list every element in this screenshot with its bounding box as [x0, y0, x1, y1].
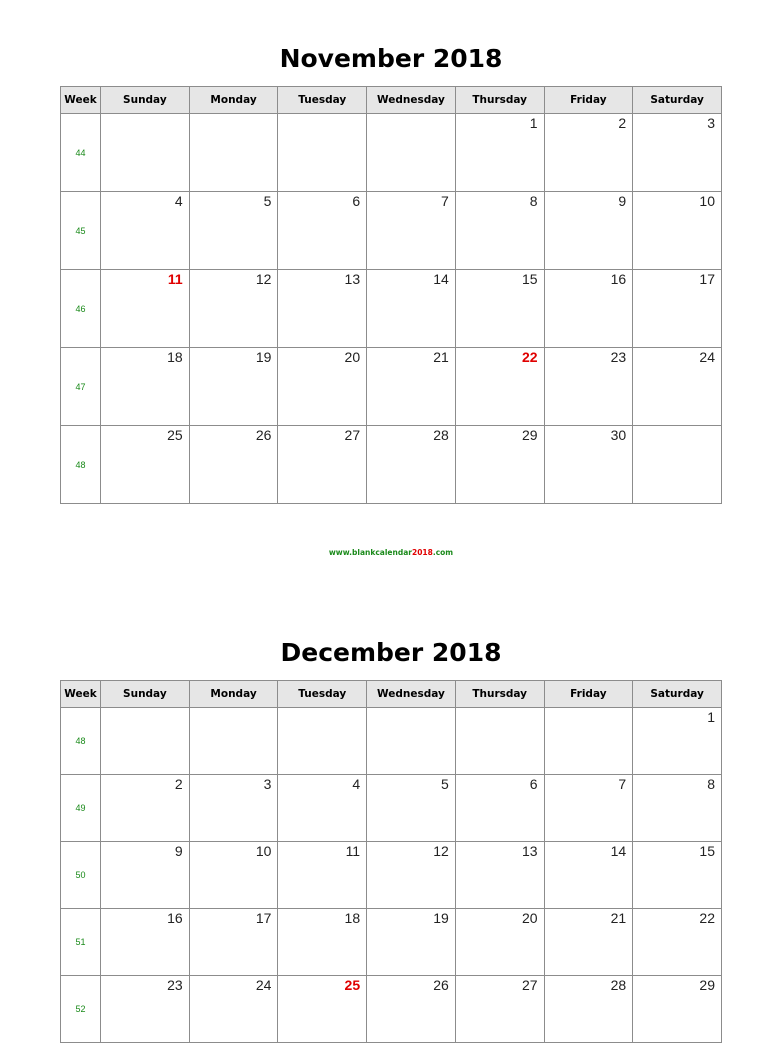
day-cell: 6 [455, 775, 544, 842]
day-cell: 3 [189, 775, 278, 842]
column-header-monday: Monday [189, 87, 278, 114]
week-row [61, 909, 722, 976]
day-cell: 12 [367, 842, 456, 909]
empty-day-cell [278, 114, 367, 192]
day-cell: 28 [367, 426, 456, 504]
column-header-saturday: Saturday [633, 87, 722, 114]
website-suffix: .com [432, 548, 454, 557]
day-cell: 8 [633, 775, 722, 842]
day-cell: 22 [633, 909, 722, 976]
column-header-week: Week [61, 681, 101, 708]
day-cell: 10 [189, 842, 278, 909]
day-cell: 15 [633, 842, 722, 909]
day-cell: 1 [633, 708, 722, 775]
column-header-week: Week [61, 87, 101, 114]
day-cell: 8 [455, 192, 544, 270]
day-cell: 16 [101, 909, 190, 976]
day-cell: 25 [278, 976, 367, 1043]
day-cell: 23 [544, 348, 633, 426]
calendar-header-row [61, 681, 722, 708]
day-cell: 25 [101, 426, 190, 504]
day-cell: 18 [101, 348, 190, 426]
day-cell: 19 [367, 909, 456, 976]
calendar-header-row [61, 87, 722, 114]
week-row [61, 976, 722, 1043]
day-cell: 14 [367, 270, 456, 348]
column-header-wednesday: Wednesday [367, 87, 456, 114]
month-title-november: November 2018 [279, 44, 503, 73]
empty-day-cell [101, 708, 190, 775]
day-cell: 20 [455, 909, 544, 976]
week-number: 44 [61, 114, 101, 192]
day-cell: 26 [367, 976, 456, 1043]
day-cell: 2 [544, 114, 633, 192]
day-cell: 21 [544, 909, 633, 976]
day-cell: 7 [544, 775, 633, 842]
day-cell: 11 [101, 270, 190, 348]
empty-day-cell [101, 114, 190, 192]
week-row [61, 708, 722, 775]
calendar-table-december [60, 680, 722, 1043]
day-cell: 12 [189, 270, 278, 348]
day-cell: 23 [101, 976, 190, 1043]
day-cell: 30 [544, 426, 633, 504]
empty-day-cell [189, 114, 278, 192]
week-row [61, 270, 722, 348]
day-cell: 6 [278, 192, 367, 270]
column-header-wednesday: Wednesday [367, 681, 456, 708]
day-cell: 4 [278, 775, 367, 842]
empty-day-cell [367, 708, 456, 775]
column-header-sunday: Sunday [101, 681, 190, 708]
day-cell: 13 [455, 842, 544, 909]
empty-day-cell [278, 708, 367, 775]
day-cell: 13 [278, 270, 367, 348]
day-cell: 18 [278, 909, 367, 976]
empty-day-cell [455, 708, 544, 775]
column-header-monday: Monday [189, 681, 278, 708]
day-cell: 19 [189, 348, 278, 426]
column-header-friday: Friday [544, 681, 633, 708]
week-row [61, 842, 722, 909]
day-cell: 3 [633, 114, 722, 192]
day-cell: 22 [455, 348, 544, 426]
week-number: 51 [61, 909, 101, 976]
column-header-thursday: Thursday [455, 87, 544, 114]
week-number: 47 [61, 348, 101, 426]
day-cell: 17 [633, 270, 722, 348]
day-cell: 29 [633, 976, 722, 1043]
week-row [61, 775, 722, 842]
column-header-friday: Friday [544, 87, 633, 114]
website-year: 2018 [411, 548, 433, 557]
day-cell: 9 [544, 192, 633, 270]
day-cell: 17 [189, 909, 278, 976]
day-cell: 7 [367, 192, 456, 270]
empty-day-cell [367, 114, 456, 192]
day-cell: 26 [189, 426, 278, 504]
day-cell: 2 [101, 775, 190, 842]
week-row [61, 426, 722, 504]
column-header-sunday: Sunday [101, 87, 190, 114]
week-number: 48 [61, 708, 101, 775]
week-number: 49 [61, 775, 101, 842]
week-number: 52 [61, 976, 101, 1043]
day-cell: 29 [455, 426, 544, 504]
day-cell: 27 [455, 976, 544, 1043]
website-footer [0, 548, 768, 557]
calendar-table-november [60, 86, 722, 504]
column-header-thursday: Thursday [455, 681, 544, 708]
day-cell: 16 [544, 270, 633, 348]
day-cell: 21 [367, 348, 456, 426]
empty-day-cell [633, 426, 722, 504]
day-cell: 24 [633, 348, 722, 426]
day-cell: 4 [101, 192, 190, 270]
day-cell: 20 [278, 348, 367, 426]
day-cell: 1 [455, 114, 544, 192]
day-cell: 27 [278, 426, 367, 504]
column-header-saturday: Saturday [633, 681, 722, 708]
column-header-tuesday: Tuesday [278, 681, 367, 708]
week-number: 50 [61, 842, 101, 909]
week-number: 48 [61, 426, 101, 504]
month-title-december: December 2018 [280, 638, 502, 667]
day-cell: 14 [544, 842, 633, 909]
day-cell: 28 [544, 976, 633, 1043]
week-row [61, 348, 722, 426]
week-number: 45 [61, 192, 101, 270]
empty-day-cell [189, 708, 278, 775]
column-header-tuesday: Tuesday [278, 87, 367, 114]
day-cell: 10 [633, 192, 722, 270]
day-cell: 15 [455, 270, 544, 348]
week-row [61, 114, 722, 192]
week-number: 46 [61, 270, 101, 348]
website-prefix: www.blankcalendar [328, 548, 412, 557]
day-cell: 9 [101, 842, 190, 909]
day-cell: 5 [367, 775, 456, 842]
week-row [61, 192, 722, 270]
empty-day-cell [544, 708, 633, 775]
day-cell: 11 [278, 842, 367, 909]
day-cell: 5 [189, 192, 278, 270]
day-cell: 24 [189, 976, 278, 1043]
